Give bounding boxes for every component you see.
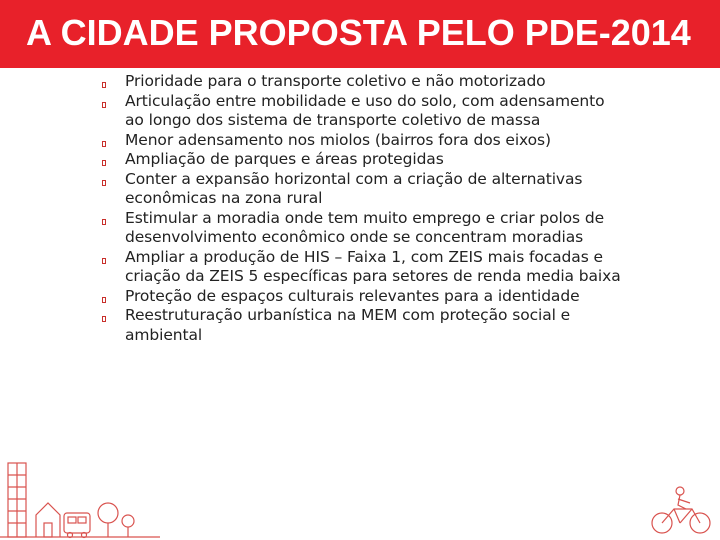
bullet-item: [102, 248, 622, 287]
bullet-item: [102, 131, 622, 151]
city-skyline-illustration: [0, 455, 160, 540]
bullet-text: Prioridade para o transporte coletivo e não motorizado: [125, 72, 546, 90]
title-bar: [0, 0, 720, 68]
square-bullet-icon: [102, 141, 106, 147]
bullet-item: [102, 72, 622, 92]
square-bullet-icon: [102, 102, 106, 108]
bullet-item: [102, 209, 622, 248]
bullet-item: [102, 306, 622, 345]
square-bullet-icon: [102, 297, 106, 303]
bullet-text: Ampliar a produção de HIS – Faixa 1, com ZEIS mais focadas e criação da ZEIS 5 específicas para setores de renda media baixa: [125, 247, 621, 285]
bullet-text: Menor adensamento nos miolos (bairros fora dos eixos): [125, 130, 551, 149]
bullet-text: Articulação entre mobilidade e uso do solo, com adensamento ao longo dos sistema de transporte coletivo de massa: [125, 91, 605, 129]
slide-title: A CIDADE PROPOSTA PELO PDE-2014: [26, 12, 691, 53]
square-bullet-icon: [102, 82, 106, 88]
square-bullet-icon: [102, 219, 106, 225]
cyclist-illustration: [650, 485, 716, 537]
bullet-text: Conter a expansão horizontal com a criação de alternativas econômicas na zona rural: [125, 169, 583, 207]
bullet-item: [102, 92, 622, 131]
square-bullet-icon: [102, 160, 106, 166]
bullet-text: Proteção de espaços culturais relevantes para a identidade: [125, 286, 580, 305]
bullet-list: [102, 72, 622, 345]
bullet-item: [102, 170, 622, 209]
bullet-text: Reestruturação urbanística na MEM com proteção social e ambiental: [125, 306, 571, 344]
bullet-item: [102, 150, 622, 170]
bullet-text: Estimular a moradia onde tem muito emprego e criar polos de desenvolvimento econômico onde se concentram moradias: [125, 208, 605, 246]
square-bullet-icon: [102, 258, 106, 264]
bullet-item: [102, 287, 622, 307]
square-bullet-icon: [102, 180, 106, 186]
square-bullet-icon: [102, 316, 106, 322]
bullet-text: Ampliação de parques e áreas protegidas: [125, 150, 444, 168]
